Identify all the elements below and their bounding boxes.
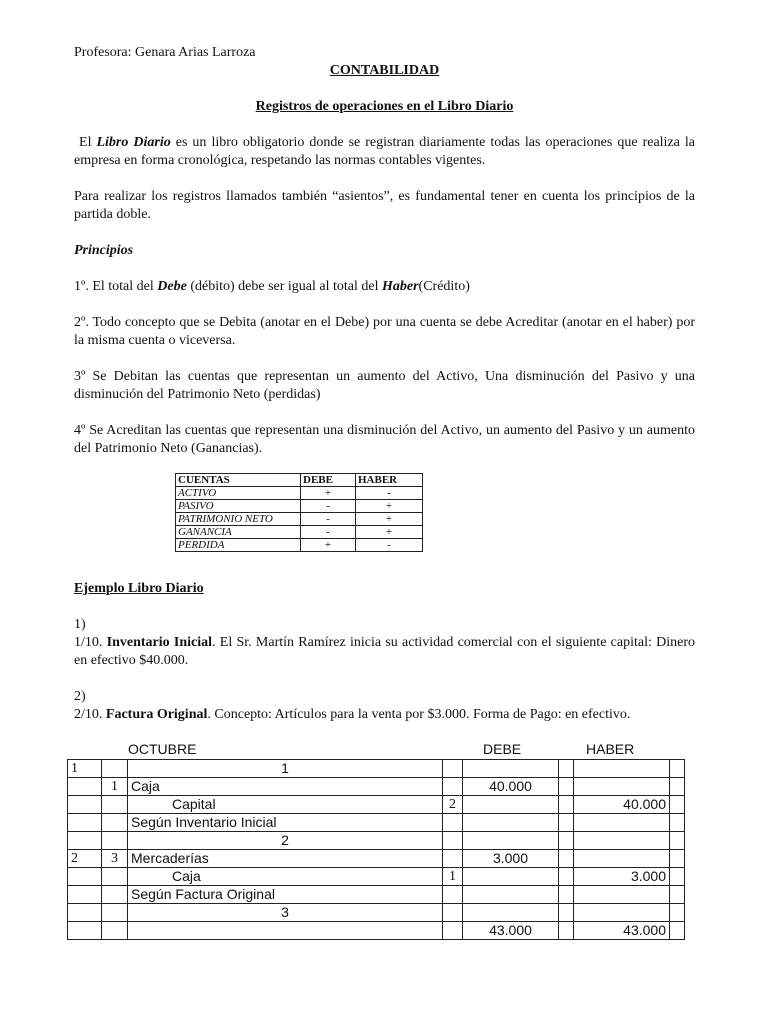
entry-number-cell	[68, 832, 102, 850]
principle-3: 3º Se Debitan las cuentas que representan un aumento del Activo, Una disminución del Pasivo y una disminución del Patrimonio Neto (perdidas)	[74, 369, 695, 402]
debe-cell	[463, 832, 559, 850]
entry-number-cell	[68, 796, 102, 814]
principles-heading: Principios	[74, 243, 134, 258]
account-number-cell	[102, 814, 128, 832]
concept-cell: Según Inventario Inicial	[128, 814, 443, 832]
journal-month-header: OCTUBRE	[128, 741, 197, 757]
journal-row	[68, 796, 685, 814]
debe-cell	[463, 904, 559, 922]
debe-cell	[463, 814, 559, 832]
principle-2: 2º. Todo concepto que se Debita (anotar en el Debe) por una cuenta se debe Acreditar (anotar en el haber) por la misma cuenta o viceversa.	[74, 315, 695, 348]
table-row: PERDIDA + -	[176, 539, 423, 552]
haber-cell: 43.000	[574, 922, 670, 940]
example-heading: Ejemplo Libro Diario	[74, 581, 204, 596]
table-header-row	[176, 474, 423, 487]
debe-cell	[463, 760, 559, 778]
reference-cell	[443, 904, 463, 922]
reference-cell	[443, 778, 463, 796]
account-number-cell	[102, 904, 128, 922]
journal-row	[68, 814, 685, 832]
journal-body	[68, 760, 685, 940]
spacer-cell	[559, 868, 574, 886]
entry-number-cell: 2	[68, 850, 102, 868]
intro-paragraph-1: El Libro Diario es un libro obligatorio donde se registran diariamente todas las operaciones que realiza la empresa en forma cronológica, respetando las normas contables vigentes.	[74, 135, 695, 168]
concept-cell: 2	[128, 832, 443, 850]
reference-cell	[443, 814, 463, 832]
haber-cell: 40.000	[574, 796, 670, 814]
concept-cell: Mercaderías	[128, 850, 443, 868]
spacer-cell	[559, 796, 574, 814]
spacer-cell	[559, 886, 574, 904]
accounts-rules-table	[175, 473, 423, 552]
example-section	[74, 580, 695, 724]
journal-haber-header: HABER	[586, 741, 635, 757]
haber-cell	[574, 886, 670, 904]
journal-row	[68, 868, 685, 886]
spacer-cell	[670, 850, 685, 868]
spacer-cell	[670, 904, 685, 922]
entry-number-1: 1)	[74, 617, 86, 632]
haber-cell	[574, 904, 670, 922]
account-number-cell: 1	[102, 778, 128, 796]
entry-number-cell	[68, 922, 102, 940]
spacer-cell	[670, 778, 685, 796]
spacer-cell	[670, 814, 685, 832]
account-number-cell	[102, 832, 128, 850]
reference-cell	[443, 760, 463, 778]
account-number-cell	[102, 796, 128, 814]
libro-diario-term: Libro Diario	[96, 135, 171, 150]
account-number-cell: 3	[102, 850, 128, 868]
debe-cell	[463, 796, 559, 814]
concept-cell: Caja	[128, 778, 443, 796]
journal-row	[68, 886, 685, 904]
haber-cell	[574, 814, 670, 832]
table-row: PASIVO - +	[176, 500, 423, 513]
journal-row	[68, 904, 685, 922]
document-title: CONTABILIDAD	[329, 63, 440, 78]
table-row: ACTIVO + -	[176, 487, 423, 500]
haber-cell	[574, 760, 670, 778]
account-number-cell	[102, 922, 128, 940]
concept-cell: 3	[128, 904, 443, 922]
document-page	[74, 44, 695, 458]
debe-cell	[463, 868, 559, 886]
journal-row	[68, 778, 685, 796]
spacer-cell	[559, 850, 574, 868]
entry-number-cell	[68, 904, 102, 922]
journal-row	[68, 832, 685, 850]
spacer-cell	[559, 904, 574, 922]
haber-cell	[574, 832, 670, 850]
spacer-cell	[559, 760, 574, 778]
haber-cell	[574, 778, 670, 796]
spacer-cell	[559, 922, 574, 940]
reference-cell	[443, 850, 463, 868]
journal-row	[68, 760, 685, 778]
column-header: HABER	[356, 474, 423, 487]
concept-cell: Caja	[128, 868, 443, 886]
debe-cell: 3.000	[463, 850, 559, 868]
teacher-name: Profesora: Genara Arias Larroza	[74, 45, 256, 60]
entry-number-cell	[68, 778, 102, 796]
reference-cell: 2	[443, 796, 463, 814]
debe-cell: 40.000	[463, 778, 559, 796]
spacer-cell	[670, 832, 685, 850]
spacer-cell	[559, 814, 574, 832]
spacer-cell	[670, 796, 685, 814]
document-subtitle: Registros de operaciones en el Libro Diario	[255, 99, 514, 114]
principle-1: 1º. El total del Debe (débito) debe ser igual al total del Haber(Crédito)	[74, 279, 470, 294]
spacer-cell	[559, 832, 574, 850]
account-number-cell	[102, 868, 128, 886]
entry-1-description: 1/10. Inventario Inicial. El Sr. Martín Ramírez inicia su actividad comercial con el siguiente capital: Dinero en efectivo $40.000.	[74, 635, 695, 668]
journal-row	[68, 850, 685, 868]
entry-number-cell	[68, 868, 102, 886]
spacer-cell	[670, 886, 685, 904]
column-header: DEBE	[301, 474, 356, 487]
entry-number-cell	[68, 886, 102, 904]
haber-cell	[574, 850, 670, 868]
spacer-cell	[670, 868, 685, 886]
entry-number-cell	[68, 814, 102, 832]
table-row: PATRIMONIO NETO - +	[176, 513, 423, 526]
concept-cell: 1	[128, 760, 443, 778]
haber-cell: 3.000	[574, 868, 670, 886]
spacer-cell	[670, 760, 685, 778]
reference-cell	[443, 886, 463, 904]
journal-debe-header: DEBE	[483, 741, 522, 757]
spacer-cell	[559, 778, 574, 796]
debe-cell	[463, 886, 559, 904]
entry-2-description: 2/10. Factura Original. Concepto: Artículos para la venta por $3.000. Forma de Pago: en efectivo.	[74, 707, 631, 722]
debe-cell: 43.000	[463, 922, 559, 940]
intro-paragraph-2: Para realizar los registros llamados también “asientos”, es fundamental tener en cuenta los principios de la partida doble.	[74, 189, 695, 222]
account-number-cell	[102, 886, 128, 904]
concept-cell: Capital	[128, 796, 443, 814]
account-number-cell	[102, 760, 128, 778]
journal-row	[68, 922, 685, 940]
reference-cell	[443, 832, 463, 850]
concept-cell	[128, 922, 443, 940]
reference-cell: 1	[443, 868, 463, 886]
entry-number-cell: 1	[68, 760, 102, 778]
reference-cell	[443, 922, 463, 940]
principle-4: 4º Se Acreditan las cuentas que representan una disminución del Activo, un aumento del Pasivo y un aumento del Patrimonio Neto (Ganancias).	[74, 423, 695, 456]
concept-cell: Según Factura Original	[128, 886, 443, 904]
journal-table	[67, 759, 685, 940]
entry-number-2: 2)	[74, 689, 86, 704]
column-header: CUENTAS	[176, 474, 301, 487]
table-row: GANANCIA - +	[176, 526, 423, 539]
spacer-cell	[670, 922, 685, 940]
